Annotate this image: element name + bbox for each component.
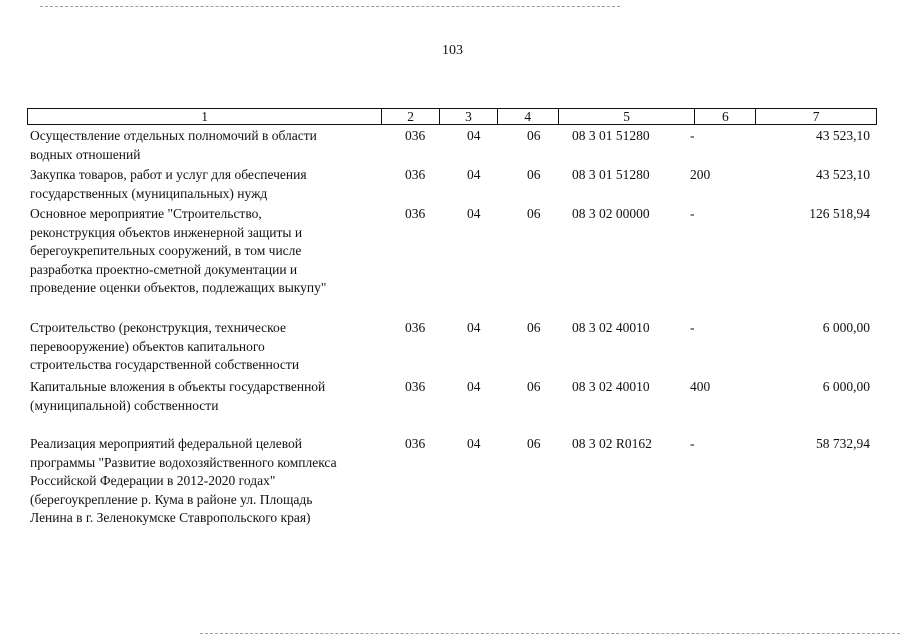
row-col-7: 126 518,94 xyxy=(809,206,870,221)
row-col-2: 036 xyxy=(405,206,426,221)
row-col-3: 04 xyxy=(467,379,481,394)
row-col-5: 08 3 02 40010 xyxy=(572,320,650,335)
row-col-2: 036 xyxy=(405,379,426,394)
row-name-line: программы "Развитие водохозяйственного комплекса xyxy=(30,454,337,470)
row-col-5: 08 3 02 40010 xyxy=(572,379,650,394)
row-col-2: 036 xyxy=(405,167,426,182)
row-col-3: 04 xyxy=(467,320,481,335)
header-col-1: 1 xyxy=(28,109,382,124)
row-name xyxy=(30,205,390,298)
row-col-7: 6 000,00 xyxy=(822,379,870,394)
row-col-2: 036 xyxy=(405,436,426,451)
row-col-6: - xyxy=(690,206,695,221)
row-col-3: 04 xyxy=(467,167,481,182)
scan-line-top xyxy=(40,6,620,7)
row-name xyxy=(30,127,390,164)
row-name xyxy=(30,378,390,415)
header-col-5: 5 xyxy=(559,109,696,124)
row-col-6: - xyxy=(690,436,695,451)
row-col-7: 58 732,94 xyxy=(816,436,870,451)
row-col-6: - xyxy=(690,128,695,143)
row-name-line: (муниципальной) собственности xyxy=(30,397,219,413)
row-name-line: Российской Федерации в 2012-2020 годах" xyxy=(30,473,276,488)
row-name-line: реконструкция объектов инженерной защиты и xyxy=(30,224,303,240)
row-col-3: 04 xyxy=(467,206,481,221)
row-name-line: разработка проектно-сметной документации и xyxy=(30,261,298,277)
row-col-4: 06 xyxy=(527,167,541,182)
row-name-line: Ленина в г. Зеленокумске Ставропольского края) xyxy=(30,510,311,525)
row-col-6: - xyxy=(690,320,695,335)
row-name xyxy=(30,319,390,375)
row-name-line: проведение оценки объектов, подлежащих выкупу" xyxy=(30,280,327,295)
row-name-line: Строительство (реконструкция, техническое xyxy=(30,320,286,335)
header-col-6: 6 xyxy=(695,109,756,124)
row-name-line: (берегоукрепление р. Кума в районе ул. Площадь xyxy=(30,491,313,507)
header-col-4: 4 xyxy=(498,109,559,124)
row-col-6: 200 xyxy=(690,167,711,182)
row-col-7: 43 523,10 xyxy=(816,128,870,143)
row-col-4: 06 xyxy=(527,128,541,143)
page-number: 103 xyxy=(442,43,463,58)
row-name xyxy=(30,166,390,203)
row-col-2: 036 xyxy=(405,320,426,335)
header-col-2: 2 xyxy=(382,109,440,124)
row-name-line: перевооружение) объектов капитального xyxy=(30,338,265,354)
row-col-7: 43 523,10 xyxy=(816,167,870,182)
row-col-7: 6 000,00 xyxy=(822,320,870,335)
row-name-line: Закупка товаров, работ и услуг для обеспечения xyxy=(30,167,307,182)
row-col-5: 08 3 01 51280 xyxy=(572,128,650,143)
table-header xyxy=(27,108,877,125)
row-name-line: водных отношений xyxy=(30,146,141,162)
row-name-line: Осуществление отдельных полномочий в области xyxy=(30,128,317,143)
row-name-line: строительства государственной собственности xyxy=(30,357,300,372)
header-col-3: 3 xyxy=(440,109,498,124)
row-name-line: Реализация мероприятий федеральной целевой xyxy=(30,436,303,451)
row-name-line: государственных (муниципальных) нужд xyxy=(30,185,268,201)
row-name-line: берегоукрепительных сооружений, в том числе xyxy=(30,243,302,258)
scan-line-bottom xyxy=(200,633,900,634)
row-col-4: 06 xyxy=(527,206,541,221)
row-name xyxy=(30,435,390,528)
row-col-5: 08 3 02 R0162 xyxy=(572,436,652,451)
row-name-line: Капитальные вложения в объекты государственной xyxy=(30,379,326,394)
row-col-4: 06 xyxy=(527,379,541,394)
row-col-3: 04 xyxy=(467,128,481,143)
row-col-3: 04 xyxy=(467,436,481,451)
row-col-5: 08 3 01 51280 xyxy=(572,167,650,182)
row-col-4: 06 xyxy=(527,320,541,335)
row-col-2: 036 xyxy=(405,128,426,143)
row-col-4: 06 xyxy=(527,436,541,451)
header-col-7: 7 xyxy=(812,109,820,124)
row-col-5: 08 3 02 00000 xyxy=(572,206,650,221)
row-col-6: 400 xyxy=(690,379,711,394)
row-name-line: Основное мероприятие "Строительство, xyxy=(30,206,262,221)
